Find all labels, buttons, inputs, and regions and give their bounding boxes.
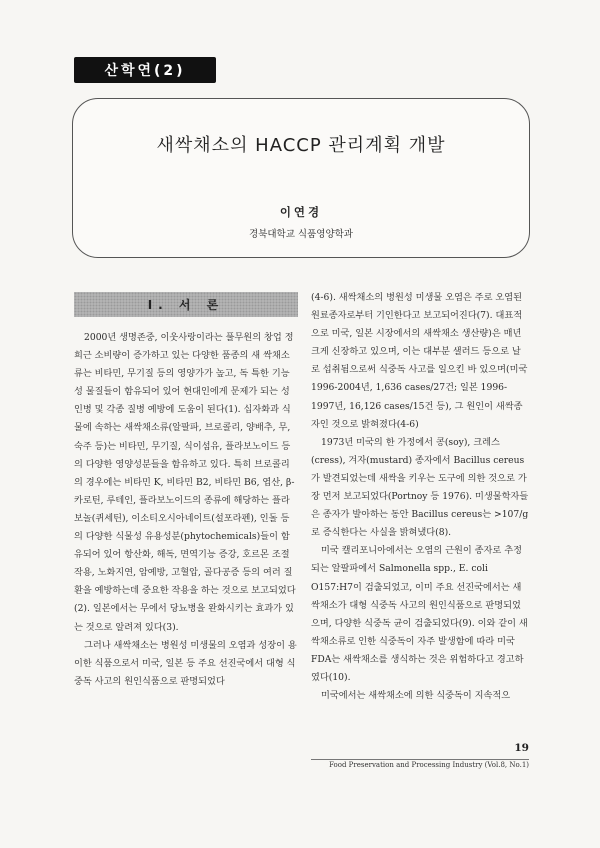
paragraph: 2000년 생명존중, 이웃사랑이라는 풀무원의 창업 정희근 소비량이 증가하고 있는 다양한 품종의 새 싹채소류는 비타민, 무기질 등의 영양가가 높고, 독 특한 기능성 물질들이 함유되어 있어 현대인에게 문제가 되는 성인병 및 각종 질병 예방에 도움이 된다(1). 십자화과 식물에 속하는 새싹채소류(알팔파, 브로콜리, 양배추, 무, 숙주 등)는 비타민, 무기질, 식이섬유, 플라보노이드 등의 다양한 영양성분들을 함유하고 있다. 특히 브로콜리의 경우에는 비타민 K, 비타민 B2, 비타민 B6, 엽산, β-카로틴, 루테인, 플라보노이드의 종류에 해당하는 플라보놀(퀴세틴), 이소티오시아네이트(설포라펜), 인돌 등의 다양한 식물성 유용성분(phytochemicals)들이 함유되어 있어 항산화, 해독, 면역기능 증강, 호르몬 조절작용, 노화지연, 암예방, 고혈압, 골다공증 등의 여러 질환을 예방하는데 중요한 작용을 하는 것으로 보고되었다(2). 일본에서는 무에서 당뇨병을 완화시키는 효과가 있는 것으로 알려져 있다(3). [74,332,296,633]
footer-divider [311,759,529,760]
paragraph: (4-6). 새싹채소의 병원성 미생물 오염은 주로 오염된 원료종자로부터 기인한다고 보고되어진다(7). 대표적으로 미국, 일본 시장에서의 새싹채소 생산량)은 매년 크게 신장하고 있으며, 이는 대부분 샐러드 등으로 날로 섭취됨으로써 식중독 사고를 일으킨 바 있으며(미국 1996-2004년, 1,636 cases/27건; 일본 1996-1997년, 16,126 cases/15건 등), 그 원인이 새싹종자인 것으로 밝혀졌다(4-6) [311,292,528,430]
paragraph: 1973년 미국의 한 가정에서 콩(soy), 크레스(cress), 겨자(mustard) 종자에서 Bacillus cereus가 발견되었는데 새싹을 키우는 도구에 의한 것으로 가장 먼저 보고되었다(Portnoy 등 1976). 미생물학자들은 종자가 발아하는 동안 Bacillus cereus는 >107/g로 증식한다는 사실을 밝혀냈다(8). [311,436,529,539]
section-heading: Ⅰ. 서 론 [74,292,298,317]
journal-citation: Food Preservation and Processing Industry (Vol.8, No.1) [329,761,529,769]
body-column-left [74,329,298,691]
author-affiliation: 경북대학교 식품영양학과 [249,229,353,240]
paragraph: 미국 캘리포니아에서는 오염의 근원이 종자로 추정되는 알팔파에서 Salmonella spp., E. coli O157:H7이 검출되었고, 이미 주요 선진국에서는 새싹채소가 대형 식중독 사고의 원인식품으로 판명되었으며, 다양한 식중독 균이 검출되었다(9). 이와 같이 새싹채소류로 인한 식중독이 자주 발생함에 따라 미국 FDA는 새싹채소를 생식하는 것은 위험하다고 경고하였다(10). [311,545,528,683]
author-name: 이연경 [279,205,323,219]
section-badge: 산학연(2) [74,57,216,83]
page-number: 19 [514,742,529,754]
paragraph: 미국에서는 새싹채소에 의한 식중독이 지속적으 [321,690,511,702]
body-column-right [311,289,529,705]
article-title: 새싹채소의 HACCP 관리계획 개발 [156,135,446,156]
paragraph: 그러나 새싹채소는 병원성 미생물의 오염과 성장이 용이한 식품으로서 미국, 일본 등 주요 선진국에서 대형 식중독 사고의 원인식품으로 판명되었다 [74,639,297,687]
title-box [72,98,530,258]
